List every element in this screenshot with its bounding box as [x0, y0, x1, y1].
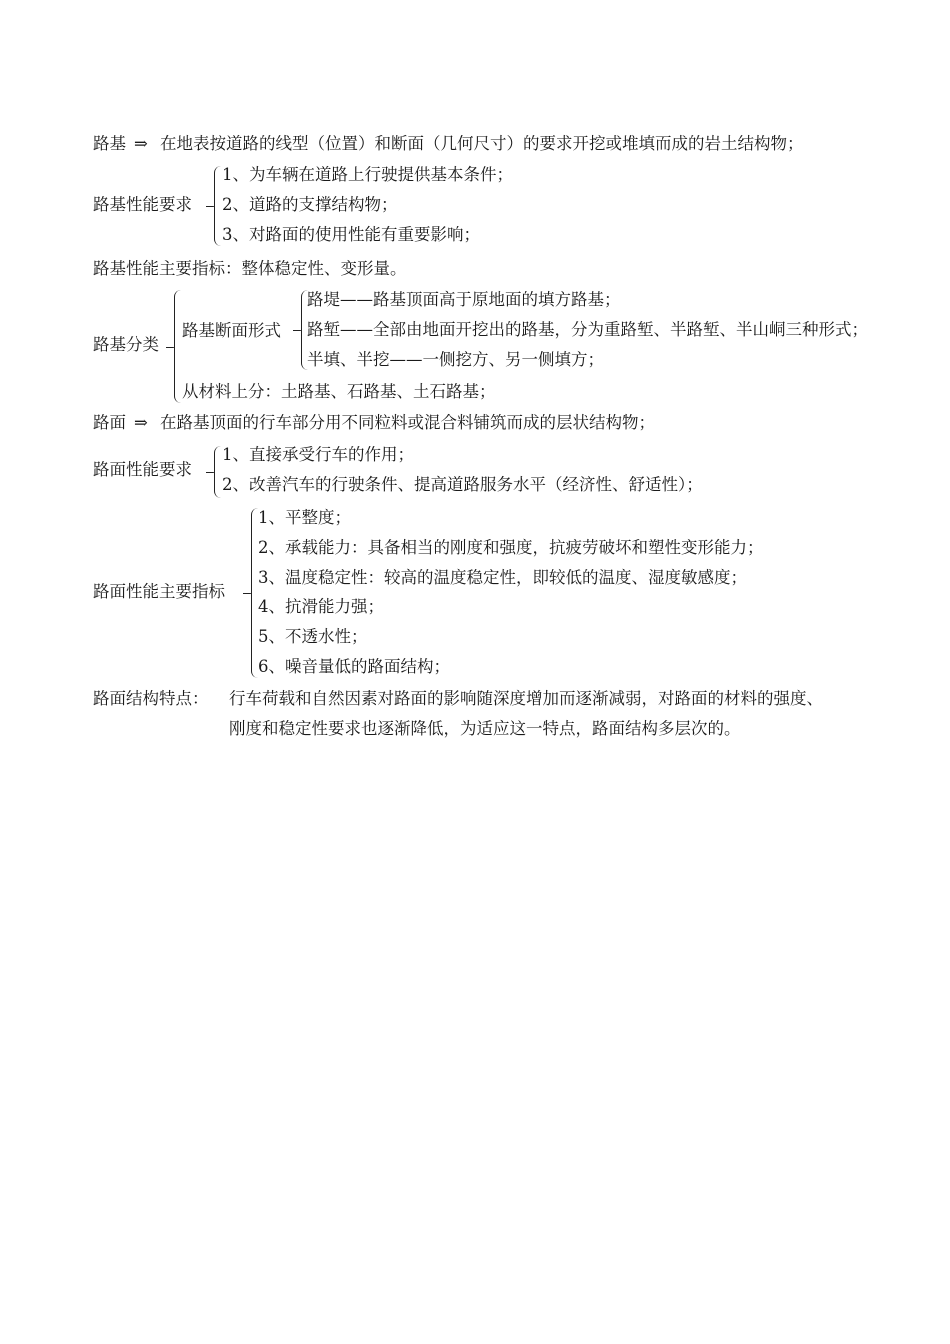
- section-form-cutting: 路堑——全部由地面开挖出的路基，分为重路堑、半路堑、半山峒三种形式；: [307, 320, 868, 339]
- pavement-indicator-2: 2、承载能力：具备相当的刚度和强度，抗疲劳破坏和塑性变形能力；: [258, 538, 764, 557]
- roadbed-classification-label: 路基分类: [93, 335, 159, 354]
- pavement-main-indicators-brace: [251, 508, 258, 678]
- pavement-indicator-4: 4、抗滑能力强；: [258, 597, 384, 616]
- roadbed-requirement-1: 1、为车辆在道路上行驶提供基本条件；: [222, 165, 513, 184]
- pavement-main-indicators-label: 路面性能主要指标: [93, 582, 225, 601]
- roadbed-term: 路基: [93, 134, 126, 153]
- section-form-embankment: 路堤——路基顶面高于原地面的填方路基；: [307, 290, 621, 309]
- arrow-icon: ⇒: [134, 413, 148, 432]
- pavement-indicator-1: 1、平整度；: [258, 508, 351, 527]
- classification-by-material: 从材料上分：土路基、石路基、土石路基；: [182, 382, 496, 401]
- brace-tip: [166, 347, 174, 348]
- pavement-requirement-1: 1、直接承受行车的作用；: [222, 445, 414, 464]
- structure-features-line-2: 刚度和稳定性要求也逐渐降低，为适应这一特点，路面结构多层次的。: [229, 719, 741, 738]
- roadbed-main-indicators: 路基性能主要指标：整体稳定性、变形量。: [93, 259, 407, 278]
- roadbed-definition-text: 在地表按道路的线型（位置）和断面（几何尺寸）的要求开挖或堆填而成的岩土结构物；: [160, 134, 804, 153]
- pavement-indicator-3: 3、温度稳定性：较高的温度稳定性，即较低的温度、湿度敏感度；: [258, 568, 747, 587]
- roadbed-requirement-2: 2、道路的支撑结构物；: [222, 195, 398, 214]
- pavement-definition-text: 在路基顶面的行车部分用不同粒料或混合料铺筑而成的层状结构物；: [160, 413, 655, 432]
- structure-features-label: 路面结构特点：: [93, 689, 209, 708]
- brace-tip: [206, 472, 214, 473]
- brace-tip: [206, 206, 214, 207]
- pavement-requirement-2: 2、改善汽车的行驶条件、提高道路服务水平（经济性、舒适性）；: [222, 475, 703, 494]
- roadbed-classification-brace: [174, 290, 181, 403]
- section-form-half-fill: 半填、半挖——一侧挖方、另一侧填方；: [307, 350, 604, 369]
- brace-tip: [243, 593, 251, 594]
- brace-tip: [293, 330, 301, 331]
- roadbed-requirement-3: 3、对路面的使用性能有重要影响；: [222, 225, 480, 244]
- roadbed-requirements-label: 路基性能要求: [93, 195, 192, 214]
- pavement-term: 路面: [93, 413, 126, 432]
- roadbed-requirements-brace: [214, 166, 221, 246]
- section-form-label: 路基断面形式: [182, 321, 281, 340]
- structure-features-line-1: 行车荷载和自然因素对路面的影响随深度增加而逐渐减弱，对路面的材料的强度、: [229, 689, 823, 708]
- pavement-indicator-5: 5、不透水性；: [258, 627, 368, 646]
- pavement-requirements-label: 路面性能要求: [93, 460, 192, 479]
- pavement-requirements-brace: [214, 446, 221, 498]
- arrow-icon: ⇒: [134, 134, 148, 153]
- pavement-indicator-6: 6、噪音量低的路面结构；: [258, 657, 450, 676]
